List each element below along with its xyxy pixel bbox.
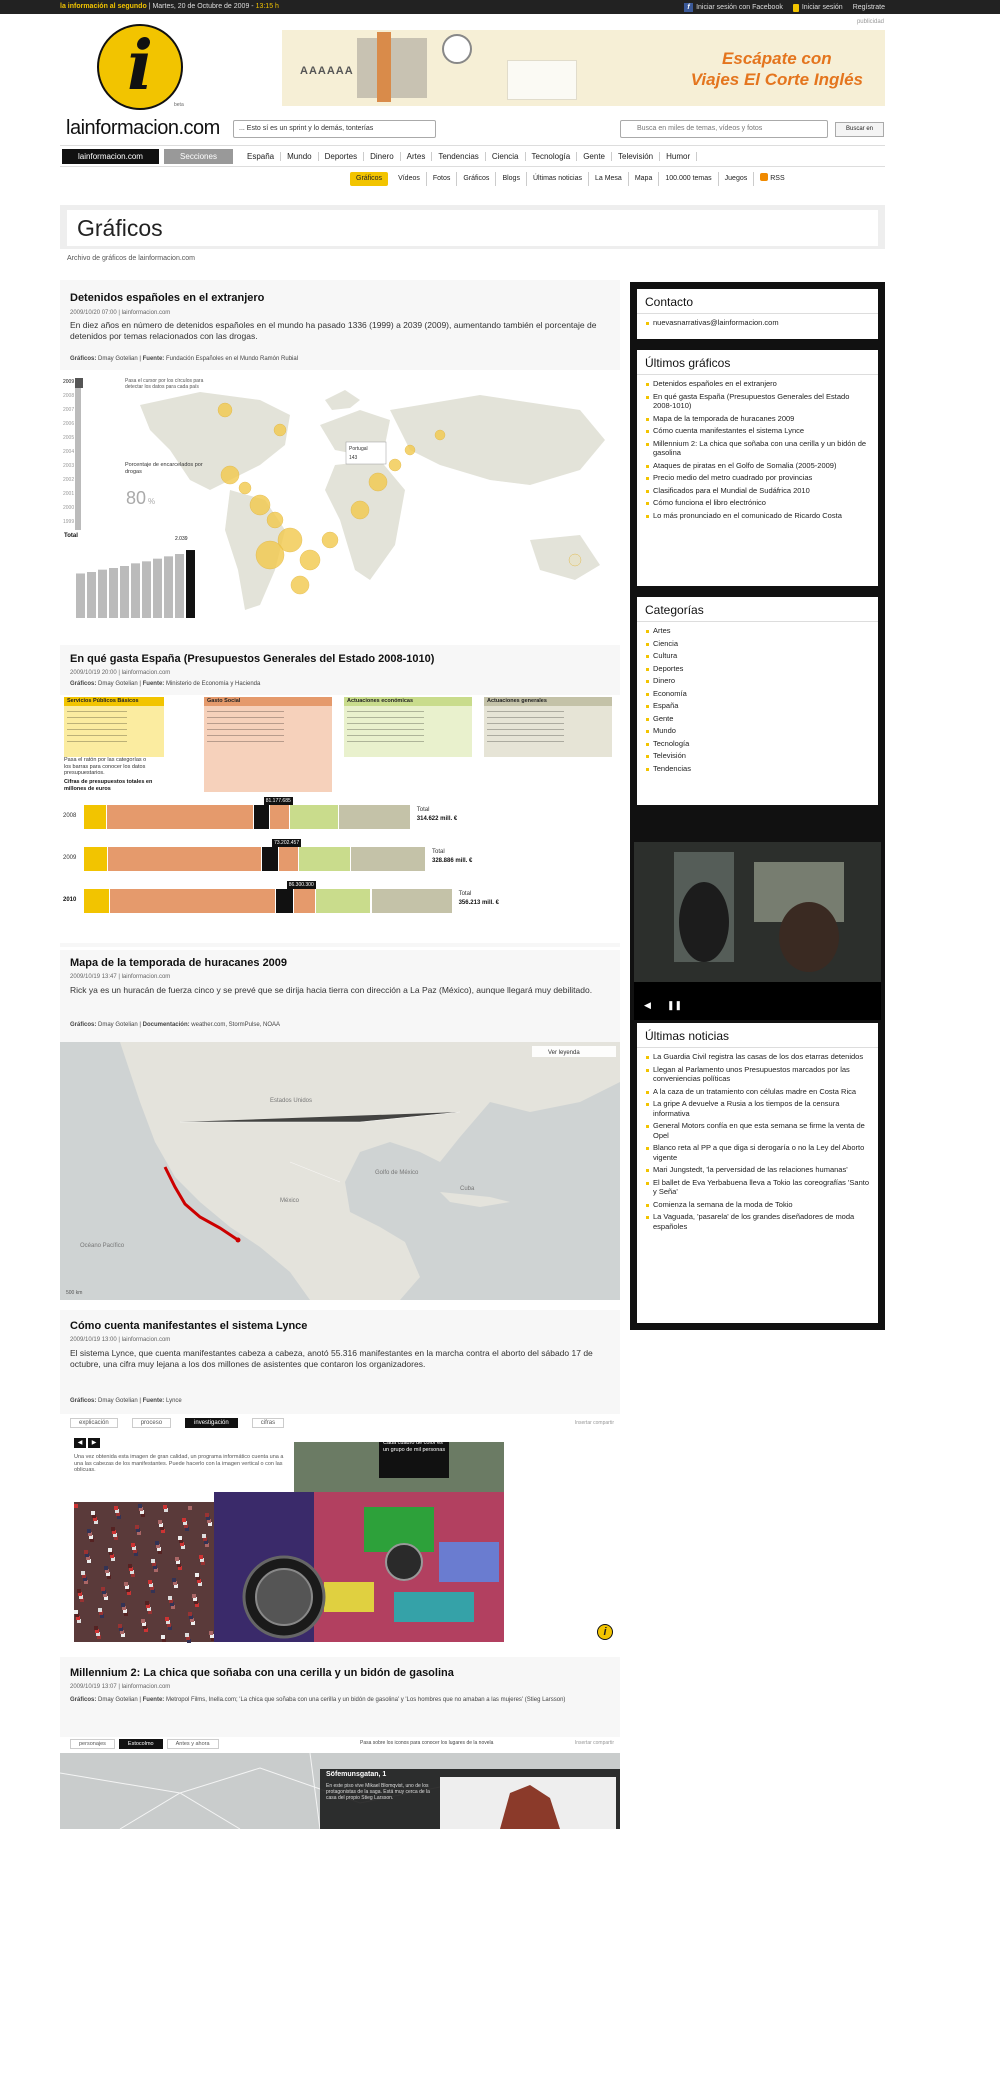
latest-graphic-link[interactable]: Clasificados para el Mundial de Sudáfrica 2010 <box>645 486 870 496</box>
budget-line <box>207 735 284 736</box>
ad-label: publicidad <box>856 19 884 25</box>
millennium-tab[interactable]: personajes <box>70 1739 115 1749</box>
pct-label: Porcentaje de encarcelados por drogas <box>125 462 203 475</box>
article-meta: 2009/10/19 20:00 | lainformacion.com <box>70 670 171 676</box>
news-link[interactable]: Llegan al Parlamento unos Presupuestos marcados por las conveniencias políticas <box>645 1065 870 1084</box>
budget-line <box>347 717 424 718</box>
country-circle[interactable] <box>322 532 338 548</box>
next-arrow-icon[interactable]: ▶ <box>88 1438 100 1448</box>
category-link[interactable]: Ciencia <box>645 639 870 649</box>
budget-line <box>487 723 564 724</box>
nav-item-4[interactable]: Artes <box>401 152 433 161</box>
country-circle[interactable] <box>369 473 387 491</box>
map-instructions: Pasa el cursor por los círculos para detectar los datos para cada país <box>125 378 204 390</box>
nav-item-7[interactable]: Tecnología <box>526 152 578 161</box>
budget-category-title: Servicios Públicos Básicos <box>64 697 164 706</box>
nav-item-3[interactable]: Dinero <box>364 152 401 161</box>
nav-item-2[interactable]: Deportes <box>319 152 364 161</box>
current-time: 13:15 h <box>255 3 279 10</box>
rss-icon <box>760 173 768 181</box>
total-label: Total <box>64 533 78 539</box>
budget-line <box>67 717 127 718</box>
year-label[interactable]: 2007 <box>63 407 75 413</box>
category-link[interactable]: Mundo <box>645 726 870 736</box>
latest-news-box <box>634 1020 881 1326</box>
subnav-item-1[interactable]: Fotos <box>427 172 458 186</box>
budget-line <box>487 735 564 736</box>
categories-box <box>634 594 881 808</box>
budget-bar-segment[interactable] <box>276 889 294 913</box>
year-label[interactable]: 2009 <box>63 379 75 385</box>
subnav-item-6[interactable]: Mapa <box>629 172 660 186</box>
banner-tag: AAAAAA <box>300 65 354 77</box>
latest-graphic-link[interactable]: Ataques de piratas en el Golfo de Somalia (2005-2009) <box>645 461 870 471</box>
hurricane-map[interactable] <box>60 1042 620 1300</box>
crowd-images <box>74 1442 614 1646</box>
latest-graphic-link[interactable]: Detenidos españoles en el extranjero <box>645 379 870 389</box>
budget-line <box>67 711 127 712</box>
pct-unit: % <box>148 497 156 506</box>
sub-nav <box>350 172 791 186</box>
article-millennium <box>60 1657 620 1829</box>
budget-line <box>487 711 564 712</box>
main-nav <box>60 145 885 167</box>
budget-line <box>347 723 424 724</box>
subnav-active[interactable]: Gráficos <box>350 172 388 186</box>
budget-bar-segment[interactable] <box>108 847 262 871</box>
year-label[interactable]: 2006 <box>63 421 75 427</box>
budget-bar-segment[interactable] <box>84 805 107 829</box>
latest-graphics-title: Últimos gráficos <box>637 350 878 375</box>
article-title[interactable]: Cómo cuenta manifestantes el sistema Lynce <box>70 1320 308 1332</box>
millennium-tab[interactable]: Estocolmo <box>119 1739 163 1749</box>
budget-bar-segment[interactable] <box>299 847 350 871</box>
nav-item-0[interactable]: España <box>241 152 281 161</box>
subnav-item-4[interactable]: Últimas noticias <box>527 172 589 186</box>
year-bar[interactable] <box>131 563 140 618</box>
pct-value: 80 <box>126 488 147 508</box>
top-bar <box>0 0 1000 14</box>
subnav-item-0[interactable]: Vídeos <box>392 172 427 186</box>
subnav-item-2[interactable]: Gráficos <box>457 172 496 186</box>
article-meta: 2009/10/20 07:00 | lainformacion.com <box>70 310 171 316</box>
budget-line <box>487 741 564 742</box>
lynce-tab[interactable]: explicación <box>70 1418 118 1428</box>
year-label[interactable]: 2004 <box>63 449 75 455</box>
article-presupuestos <box>60 645 620 947</box>
budget-line <box>207 711 284 712</box>
latest-graphics-box <box>634 347 881 589</box>
year-bar[interactable] <box>175 554 184 618</box>
budget-bar-segment[interactable] <box>262 847 279 871</box>
contact-box <box>634 286 881 342</box>
budget-bar-segment[interactable] <box>316 889 371 913</box>
place-text: En este piso vive Mikael Blomqvist, uno de los protagonistas de la saga. Está muy cerca de la casa del propio Stieg Larsson. <box>326 1783 430 1801</box>
year-bar[interactable] <box>120 566 129 618</box>
total-value: 2.039 <box>175 536 188 542</box>
year-label[interactable]: 2008 <box>63 393 75 399</box>
budget-graphic[interactable] <box>60 695 620 943</box>
budget-line <box>67 741 127 742</box>
article-huracanes <box>60 950 620 1300</box>
budget-category[interactable] <box>64 697 164 757</box>
pause-icon[interactable]: ❚❚ <box>667 1000 683 1010</box>
millennium-hint: Pasa sobre los iconos para conocer los lugares de la novela <box>360 1740 494 1746</box>
budget-line <box>67 729 127 730</box>
country-circle[interactable] <box>274 424 286 436</box>
rss-label: RSS <box>770 175 785 182</box>
year-label[interactable]: 2001 <box>63 491 75 497</box>
country-circle[interactable] <box>405 445 415 455</box>
country-circle[interactable] <box>239 482 251 494</box>
volume-icon[interactable]: ◀ <box>644 1000 651 1010</box>
category-link[interactable]: Economía <box>645 689 870 699</box>
ocean-label: Océano Pacífico <box>80 1243 125 1249</box>
country-label-mexico: México <box>280 1198 300 1204</box>
map-scale: 500 km <box>66 1290 83 1296</box>
article-detenidos <box>60 280 620 638</box>
budget-category-title: Actuaciones generales <box>484 697 612 706</box>
latest-graphic-link[interactable]: En qué gasta España (Presupuestos Generales del Estado 2008-1010) <box>645 392 870 411</box>
budget-bar-segment[interactable] <box>351 847 426 871</box>
category-link[interactable]: Artes <box>645 626 870 636</box>
budget-line <box>487 717 564 718</box>
login-link[interactable]: Iniciar sesión <box>793 3 843 12</box>
year-label[interactable]: 2005 <box>63 435 75 441</box>
article-lead: El sistema Lynce, que cuenta manifestantes cabeza a cabeza, anotó 55.316 manifestantes en la marcha contra el aborto del sábado 17 de octubre, una cifra muy lejana a los dos millones de asistentes que contaron los organizadores. <box>70 1348 593 1369</box>
article-title[interactable]: En qué gasta España (Presupuestos Generales del Estado 2008-1010) <box>70 653 435 665</box>
article-source: Gráficos: Dmay Gotelian | Fuente: Lynce <box>70 1398 182 1404</box>
budget-bar-tooltip: 73.202.457 <box>274 840 300 846</box>
subnav-item-3[interactable]: Blogs <box>496 172 527 186</box>
country-label-cuba: Cuba <box>460 1186 475 1192</box>
budget-line <box>67 735 127 736</box>
budget-bar-tooltip: 86.300.300 <box>288 882 314 888</box>
video-player[interactable] <box>634 842 881 1020</box>
clock-icon <box>442 34 472 64</box>
detenidos-graphic[interactable] <box>60 370 620 638</box>
banner-text: Escápate con Viajes El Corte Inglés <box>690 49 863 89</box>
article-title[interactable]: Detenidos españoles en el extranjero <box>70 292 265 304</box>
category-link[interactable]: Tecnología <box>645 739 870 749</box>
budget-category[interactable] <box>484 697 612 757</box>
slogan-box[interactable]: ... Esto sí es un sprint y lo demás, tonterías <box>233 120 436 138</box>
latest-graphic-link[interactable]: Precio medio del metro cuadrado por provincias <box>645 473 870 483</box>
nav-item-1[interactable]: Mundo <box>281 152 318 161</box>
lynce-tab[interactable]: cifras <box>252 1418 284 1428</box>
budget-bar-segment[interactable] <box>290 805 339 829</box>
lock-icon <box>793 4 799 12</box>
contact-title: Contacto <box>637 289 878 314</box>
tooltip-country: Portugal <box>349 446 368 452</box>
budget-bar-segment[interactable] <box>294 889 316 913</box>
news-link[interactable]: A la caza de un tratamiento con células madre en Costa Rica <box>645 1087 870 1097</box>
country-circle[interactable] <box>435 430 445 440</box>
register-link[interactable]: Regístrate <box>852 4 885 11</box>
country-circle[interactable] <box>389 459 401 471</box>
budget-bar-tooltip: 81.177.685 <box>265 798 291 804</box>
year-bar[interactable] <box>76 573 85 618</box>
lynce-explanation: Una vez obtenida esta imagen de gran calidad, un programa informático cuenta una a una las cabezas de los manifestantes. Puede hacerlo con la imagen vertical o con las oblicuas. <box>74 1454 284 1473</box>
budget-total-label: Total <box>416 807 430 813</box>
news-link[interactable]: General Motors confía en que esta semana se firme la venta de Opel <box>645 1121 870 1140</box>
budget-bar-segment[interactable] <box>84 889 110 913</box>
contact-email[interactable]: nuevasnarrativas@lainformacion.com <box>645 318 870 328</box>
video-frame <box>634 842 881 1020</box>
latest-graphic-link[interactable]: Lo más pronunciado en el comunicado de Ricardo Costa <box>645 511 870 521</box>
year-bar[interactable] <box>142 561 151 618</box>
nav-item-5[interactable]: Tendencias <box>432 152 485 161</box>
nav-item-6[interactable]: Ciencia <box>486 152 526 161</box>
country-circle[interactable] <box>250 495 270 515</box>
budget-line <box>347 735 424 736</box>
country-circle[interactable] <box>218 403 232 417</box>
article-source: Gráficos: Dmay Gotelian | Fuente: Metropol Films, Inella.com; 'La chica que soñaba con una cerilla y un bidón de gasolina' y 'Los hombres que no amaban a las mujeres' (Stieg Larsson) <box>70 1697 566 1703</box>
budget-total-label: Total <box>458 891 472 897</box>
budget-line <box>67 723 127 724</box>
search-button[interactable]: Buscar en <box>835 122 884 137</box>
budget-bar-segment[interactable] <box>372 889 453 913</box>
millennium-graphic[interactable] <box>60 1737 620 1829</box>
sea-label: Golfo de México <box>375 1170 419 1176</box>
budget-note2: Cifras de presupuestos totales en millones de euros <box>64 779 153 792</box>
budget-category[interactable] <box>344 697 472 757</box>
budget-bar-segment[interactable] <box>110 889 276 913</box>
country-circle[interactable] <box>300 550 320 570</box>
category-link[interactable]: Deportes <box>645 664 870 674</box>
category-link[interactable]: Dinero <box>645 676 870 686</box>
category-link[interactable]: Gente <box>645 714 870 724</box>
budget-total-value: 356.213 mill. € <box>458 900 499 906</box>
news-link[interactable]: Comienza la semana de la moda de Tokio <box>645 1200 870 1210</box>
site-logo[interactable] <box>97 24 183 110</box>
year-bar[interactable] <box>109 568 118 618</box>
category-link[interactable]: Tendencias <box>645 764 870 774</box>
current-date: Martes, 20 de Octubre de 2009 - <box>152 3 256 10</box>
facebook-icon: f <box>684 3 693 12</box>
news-link[interactable]: El ballet de Eva Yerbabuena lleva a Tokio las coreografías 'Santo y Seña' <box>645 1178 870 1197</box>
place-title: Söfemunsgatan, 1 <box>326 1771 387 1778</box>
year-bar[interactable] <box>87 572 96 618</box>
latest-news-title: Últimas noticias <box>637 1023 878 1048</box>
budget-line <box>347 729 424 730</box>
news-link[interactable]: La Guardia Civil registra las casas de los dos etarras detenidos <box>645 1052 870 1062</box>
nav-item-10[interactable]: Humor <box>660 152 697 161</box>
site-name[interactable]: lainformacion.com <box>66 117 220 139</box>
year-label[interactable]: 2000 <box>63 505 75 511</box>
nav-sections[interactable]: Secciones <box>164 149 233 164</box>
budget-category-title: Gasto Social <box>204 697 332 706</box>
budget-bar-segment[interactable] <box>279 847 300 871</box>
news-link[interactable]: Blanco reta al PP a que diga si derogaría o no la Ley del Aborto vigente <box>645 1143 870 1162</box>
share-link[interactable]: Insertar compartir <box>574 1740 614 1746</box>
budget-total-label: Total <box>432 849 445 855</box>
country-circle[interactable] <box>569 554 581 566</box>
article-source: Gráficos: Dmay Gotelian | Documentación: weather.com, StormPulse, NOAA <box>70 1022 280 1028</box>
article-lead: Rick ya es un huracán de fuerza cinco y se prevé que se dirija hacia tierra con dirección a La Paz (México), aunque llegará muy debilitado. <box>70 985 593 995</box>
page-title: Gráficos <box>67 210 878 246</box>
prev-arrow-icon[interactable]: ◀ <box>74 1438 86 1448</box>
year-label[interactable]: 1999 <box>63 519 75 525</box>
year-bar[interactable] <box>98 570 107 618</box>
budget-line <box>207 717 284 718</box>
subnav-item-8[interactable]: Juegos <box>719 172 755 186</box>
subnav-item-7[interactable]: 100.000 temas <box>659 172 718 186</box>
budget-line <box>207 723 284 724</box>
subnav-item-5[interactable]: La Mesa <box>589 172 629 186</box>
categories-title: Categorías <box>637 597 878 622</box>
budget-line <box>347 711 424 712</box>
banner-building-image <box>357 38 427 98</box>
rss-link[interactable] <box>754 172 790 186</box>
archive-subtitle: Archivo de gráficos de lainformacion.com <box>67 255 196 262</box>
article-lynce <box>60 1310 620 1650</box>
beta-label: beta <box>174 102 184 108</box>
news-link[interactable]: Mari Jungstedt, 'la perversidad de las relaciones humanas' <box>645 1165 870 1175</box>
budget-line <box>207 729 284 730</box>
country-circle[interactable] <box>267 512 283 528</box>
country-circle[interactable] <box>256 541 284 569</box>
legend-text: Ver leyenda <box>548 1050 580 1056</box>
article-lead: En diez años en número de detenidos españoles en el mundo ha pasado 1336 (1999) a 2039 (2009), aumentando también el porcentaje de detenidos por temas relacionados con las drogas. <box>70 320 597 341</box>
budget-bar-segment[interactable] <box>254 805 270 829</box>
article-title[interactable]: Millennium 2: La chica que soñaba con una cerilla y un bidón de gasolina <box>70 1667 454 1679</box>
budget-year: 2008 <box>63 813 77 819</box>
latest-graphic-link[interactable]: Mapa de la temporada de huracanes 2009 <box>645 414 870 424</box>
budget-bar-segment[interactable] <box>84 847 108 871</box>
lynce-graphic[interactable] <box>60 1414 620 1650</box>
year-label[interactable]: 2003 <box>63 463 75 469</box>
latest-graphic-link[interactable]: Millennium 2: La chica que soñaba con una cerilla y un bidón de gasolina <box>645 439 870 458</box>
banner-towel-image <box>507 60 577 100</box>
article-source: Gráficos: Dmay Gotelian | Fuente: Ministerio de Economía y Hacienda <box>70 681 261 687</box>
budget-bar-segment[interactable] <box>107 805 254 829</box>
millennium-tab[interactable]: Antes y ahora <box>167 1739 219 1749</box>
budget-line <box>207 741 284 742</box>
country-circle[interactable] <box>221 466 239 484</box>
budget-bar-segment[interactable] <box>339 805 411 829</box>
year-bar[interactable] <box>153 559 162 618</box>
budget-category[interactable] <box>204 697 332 792</box>
lynce-tab[interactable]: investigación <box>185 1418 238 1428</box>
article-meta: 2009/10/19 13:00 | lainformacion.com <box>70 1337 171 1343</box>
budget-category-title: Actuaciones económicas <box>344 697 472 706</box>
tooltip-value: 143 <box>349 455 358 461</box>
country-circle[interactable] <box>291 576 309 594</box>
budget-note: Pasa el ratón por las categorías o los barras para conocer los datos presupuestarios. <box>64 757 147 776</box>
year-bar[interactable] <box>164 556 173 618</box>
nav-item-9[interactable]: Televisión <box>612 152 660 161</box>
latest-graphic-link[interactable]: Cómo funciona el libro electrónico <box>645 498 870 508</box>
budget-total-value: 328.886 mill. € <box>432 858 473 864</box>
country-label-usa: Estados Unidos <box>270 1098 313 1104</box>
facebook-login-link[interactable]: f Iniciar sesión con Facebook <box>684 3 783 12</box>
budget-total-value: 314.622 mill. € <box>416 816 458 822</box>
hurricane-marker[interactable] <box>236 1238 241 1243</box>
latest-graphic-link[interactable]: Cómo cuenta manifestantes el sistema Lynce <box>645 426 870 436</box>
budget-year: 2009 <box>63 855 77 861</box>
country-circle[interactable] <box>351 501 369 519</box>
budget-line <box>347 741 424 742</box>
lynce-logo-icon: i <box>597 1624 613 1640</box>
search-input[interactable]: Busca en miles de temas, vídeos y fotos <box>620 120 828 138</box>
news-link[interactable]: La Vaguada, 'pasarela' de los grandes diseñadores de moda españoles <box>645 1212 870 1231</box>
logo-glyph: i <box>127 26 153 106</box>
lynce-tooltip: Cada cuadro de color es un grupo de mil personas <box>383 1440 446 1453</box>
top-bar-info: la información al segundo | Martes, 20 de Octubre de 2009 - 13:15 h <box>60 3 279 10</box>
ad-banner[interactable] <box>282 30 885 106</box>
category-link[interactable]: Cultura <box>645 651 870 661</box>
nav-home[interactable]: lainformacion.com <box>62 149 159 164</box>
article-title[interactable]: Mapa de la temporada de huracanes 2009 <box>70 957 288 969</box>
category-link[interactable]: España <box>645 701 870 711</box>
brand-tagline: la información al segundo <box>60 3 147 10</box>
budget-bar-segment[interactable] <box>270 805 290 829</box>
budget-year: 2010 <box>63 897 77 903</box>
banner-tower-image <box>377 32 391 102</box>
nav-item-8[interactable]: Gente <box>577 152 612 161</box>
article-meta: 2009/10/19 13:07 | lainformacion.com <box>70 1684 171 1690</box>
year-bar[interactable] <box>186 550 195 618</box>
lynce-tab[interactable]: proceso <box>132 1418 171 1428</box>
category-link[interactable]: Televisión <box>645 751 870 761</box>
year-label[interactable]: 2002 <box>63 477 75 483</box>
news-link[interactable]: La gripe A devuelve a Rusia a los tiempos de la censura informativa <box>645 1099 870 1118</box>
article-source: Gráficos: Dmay Gotelian | Fuente: Fundación Españoles en el Mundo Ramón Rubial <box>70 356 299 362</box>
budget-line <box>487 729 564 730</box>
share-link[interactable]: Insertar compartir <box>574 1420 614 1426</box>
article-meta: 2009/10/19 13:47 | lainformacion.com <box>70 974 171 980</box>
